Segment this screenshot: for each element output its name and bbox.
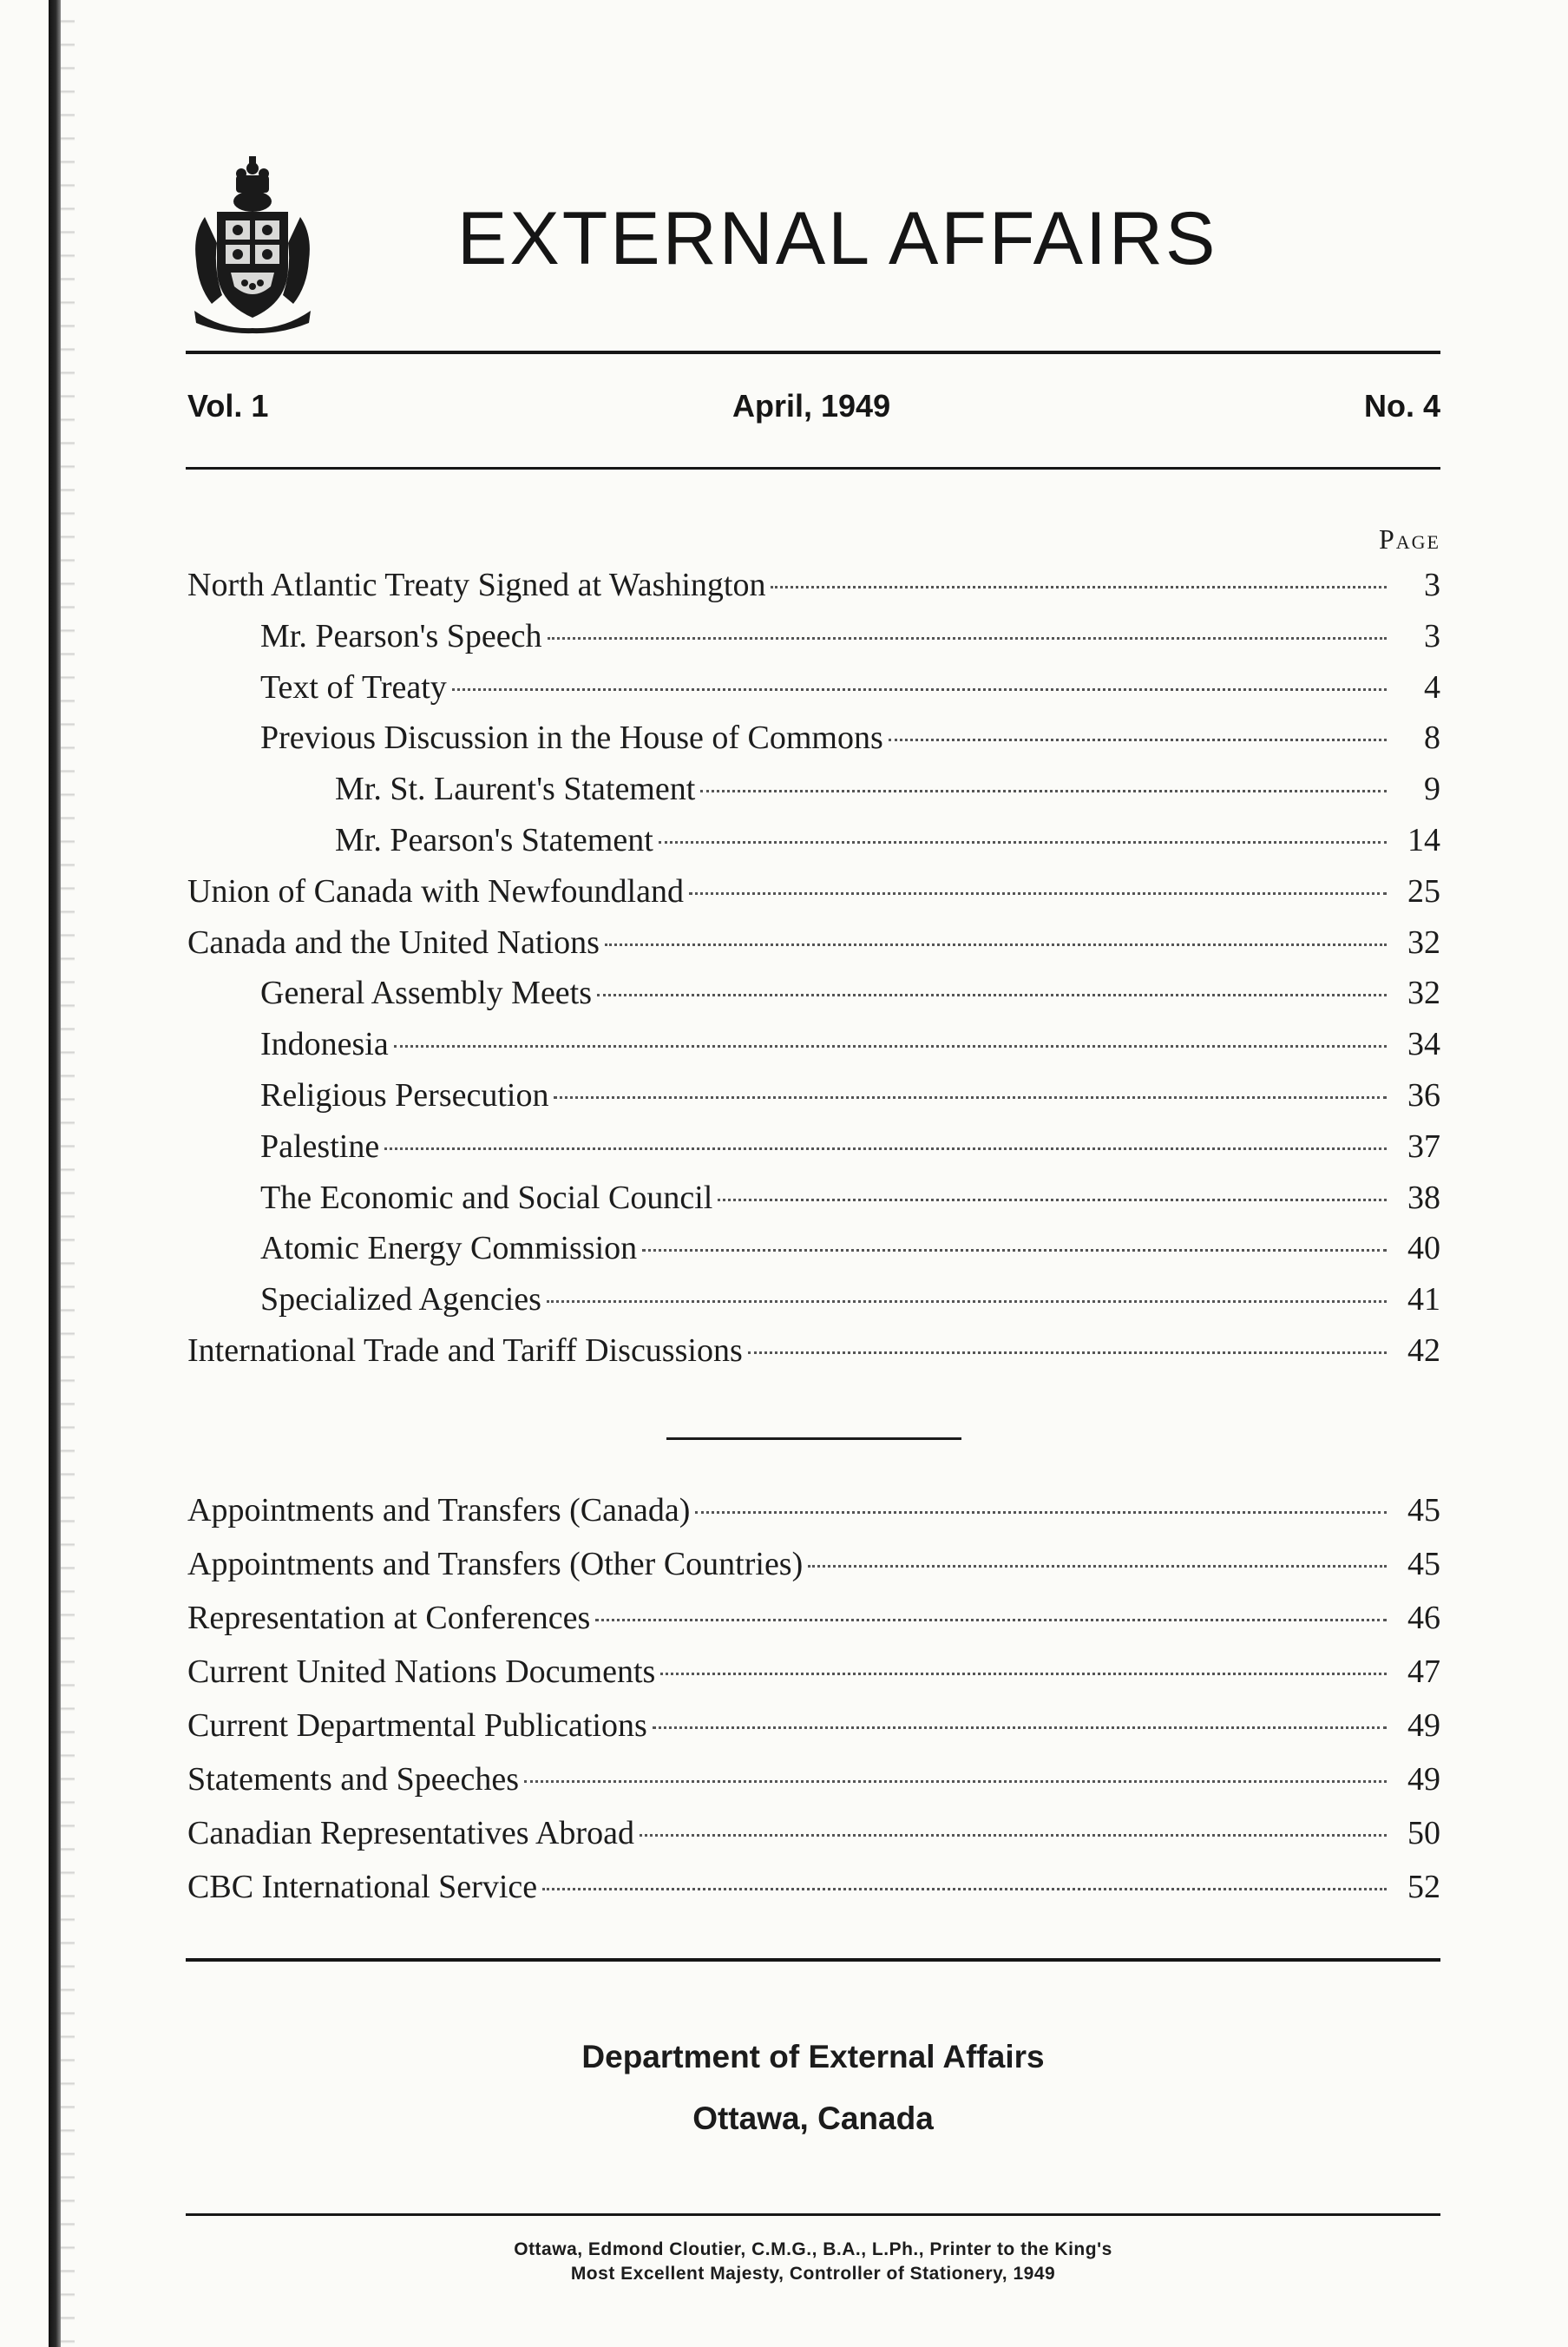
- toc-entry-page: 32: [1407, 924, 1440, 961]
- toc-entry[interactable]: [187, 1868, 1440, 1922]
- toc-entry-title: Atomic Energy Commission: [260, 1230, 638, 1267]
- toc-entry-title: Canadian Representatives Abroad: [187, 1815, 634, 1851]
- toc-entry-page: 52: [1407, 1869, 1440, 1905]
- dot-leader: [605, 943, 1387, 946]
- toc-entry-page: 41: [1407, 1281, 1440, 1318]
- toc-page-header: Page: [1378, 523, 1440, 555]
- toc-entry-page: 49: [1407, 1707, 1440, 1744]
- table-of-contents: [187, 566, 1440, 1383]
- toc-entry-page: 45: [1407, 1546, 1440, 1582]
- toc-entry[interactable]: [187, 719, 1440, 770]
- toc-entry-title: International Trade and Tariff Discussions: [187, 1331, 743, 1369]
- toc-entry-title: General Assembly Meets: [260, 975, 593, 1012]
- toc-entry-title: Specialized Agencies: [260, 1281, 541, 1318]
- toc-entry-title: CBC International Service: [187, 1869, 538, 1905]
- table-of-contents-departmental: [187, 1491, 1440, 1922]
- toc-entry-title: Mr. Pearson's Statement: [335, 821, 653, 858]
- toc-entry[interactable]: [187, 566, 1440, 617]
- toc-entry-title: Canada and the United Nations: [187, 924, 600, 961]
- dot-leader: [889, 739, 1387, 741]
- dot-leader: [640, 1834, 1387, 1837]
- dot-leader: [700, 790, 1387, 792]
- toc-entry-page: 50: [1407, 1815, 1440, 1851]
- toc-entry[interactable]: [187, 668, 1440, 720]
- issue-volume: Vol. 1: [187, 388, 269, 424]
- toc-entry-page: 3: [1424, 567, 1440, 603]
- toc-entry-page: 47: [1407, 1653, 1440, 1690]
- toc-entry[interactable]: [187, 1127, 1440, 1179]
- printer-imprint: [186, 2238, 1440, 2286]
- toc-entry[interactable]: [187, 617, 1440, 668]
- toc-entry-page: 45: [1407, 1492, 1440, 1529]
- toc-entry-title: Indonesia: [260, 1026, 389, 1063]
- toc-entry[interactable]: [187, 1076, 1440, 1127]
- dot-leader: [452, 688, 1387, 691]
- toc-entry-page: 3: [1424, 617, 1440, 654]
- toc-entry[interactable]: [187, 1280, 1440, 1331]
- toc-entry-page: 40: [1407, 1230, 1440, 1267]
- toc-entry[interactable]: [187, 1229, 1440, 1280]
- toc-entry-page: 4: [1424, 668, 1440, 706]
- toc-entry-page: 38: [1407, 1179, 1440, 1216]
- toc-entry[interactable]: [187, 821, 1440, 872]
- dot-leader: [653, 1726, 1387, 1729]
- toc-entry-page: 25: [1407, 872, 1440, 910]
- dot-leader: [597, 994, 1387, 996]
- dot-leader: [695, 1511, 1387, 1514]
- toc-entry-title: Previous Discussion in the House of Commons: [260, 720, 883, 757]
- toc-entry[interactable]: [187, 872, 1440, 924]
- toc-entry-title: Religious Persecution: [260, 1076, 549, 1114]
- toc-entry-title: The Economic and Social Council: [260, 1179, 713, 1216]
- toc-entry-title: Appointments and Transfers (Other Countries): [187, 1546, 804, 1582]
- toc-entry[interactable]: [187, 770, 1440, 821]
- toc-entry-page: 37: [1407, 1127, 1440, 1165]
- dot-leader: [542, 1888, 1387, 1890]
- toc-entry-title: Text of Treaty: [260, 668, 447, 706]
- issue-rule: [186, 467, 1440, 470]
- toc-entry[interactable]: [187, 1545, 1440, 1599]
- dot-leader: [689, 892, 1387, 895]
- dot-leader: [595, 1619, 1387, 1621]
- toc-entry-title: North Atlantic Treaty Signed at Washington: [187, 567, 766, 603]
- dot-leader: [771, 586, 1387, 588]
- toc-entry[interactable]: [187, 1814, 1440, 1868]
- toc-entry[interactable]: [187, 1653, 1440, 1706]
- dot-leader: [554, 1096, 1387, 1099]
- imprint-line: Ottawa, Edmond Cloutier, C.M.G., B.A., L.Ph., Printer to the King's: [514, 2239, 1112, 2259]
- toc-entry-page: 42: [1407, 1331, 1440, 1369]
- toc-entry-title: Current Departmental Publications: [187, 1707, 647, 1744]
- toc-entry-page: 14: [1407, 821, 1440, 858]
- toc-entry-page: 9: [1424, 771, 1440, 808]
- toc-entry-title: Appointments and Transfers (Canada): [187, 1492, 691, 1529]
- toc-entry[interactable]: [187, 1599, 1440, 1653]
- toc-entry[interactable]: [187, 1331, 1440, 1383]
- dot-leader: [642, 1249, 1387, 1252]
- footer-rule: [186, 1958, 1440, 1962]
- toc-entry-title: Statements and Speeches: [187, 1761, 520, 1798]
- toc-entry-title: Current United Nations Documents: [187, 1653, 656, 1690]
- department-city: Ottawa, Canada: [692, 2100, 934, 2136]
- toc-entry-title: Mr. Pearson's Speech: [260, 617, 542, 654]
- toc-entry-page: 49: [1407, 1761, 1440, 1798]
- toc-entry[interactable]: [187, 924, 1440, 975]
- department-name: Department of External Affairs: [581, 2039, 1045, 2074]
- dot-leader: [718, 1199, 1387, 1201]
- dot-leader: [548, 637, 1387, 640]
- dot-leader: [547, 1300, 1387, 1303]
- issue-date: April, 1949: [732, 388, 891, 424]
- section-divider: [666, 1437, 961, 1440]
- toc-entry-page: 36: [1407, 1076, 1440, 1114]
- toc-entry[interactable]: [187, 1760, 1440, 1814]
- dot-leader: [394, 1045, 1387, 1048]
- toc-entry[interactable]: [187, 1491, 1440, 1545]
- toc-entry-title: Palestine: [260, 1127, 380, 1165]
- dot-leader: [524, 1780, 1387, 1783]
- imprint-line: Most Excellent Majesty, Controller of Stationery, 1949: [570, 2264, 1056, 2284]
- toc-entry-title: Union of Canada with Newfoundland: [187, 872, 684, 910]
- dot-leader: [808, 1565, 1387, 1568]
- binding-shadow: [61, 0, 75, 2347]
- masthead-rule: [186, 351, 1440, 354]
- imprint-rule: [186, 2213, 1440, 2216]
- dot-leader: [659, 841, 1387, 844]
- dot-leader: [384, 1147, 1387, 1150]
- dot-leader: [660, 1673, 1387, 1675]
- issue-info: [186, 388, 1440, 431]
- dot-leader: [748, 1351, 1387, 1354]
- coat-of-arms-icon: [187, 156, 318, 334]
- toc-entry-page: 34: [1407, 1026, 1440, 1063]
- toc-entry[interactable]: [187, 974, 1440, 1025]
- toc-entry-title: Mr. St. Laurent's Statement: [335, 771, 696, 808]
- binding-edge: [49, 0, 61, 2347]
- toc-entry[interactable]: [187, 1179, 1440, 1230]
- toc-entry[interactable]: [187, 1025, 1440, 1076]
- toc-entry-page: 8: [1424, 720, 1440, 757]
- issue-number: No. 4: [1363, 388, 1440, 424]
- toc-entry-page: 32: [1407, 975, 1440, 1012]
- toc-entry-page: 46: [1407, 1600, 1440, 1636]
- toc-entry-title: Representation at Conferences: [187, 1600, 591, 1636]
- toc-entry[interactable]: [187, 1706, 1440, 1760]
- masthead-title: EXTERNAL AFFAIRS: [457, 197, 1218, 280]
